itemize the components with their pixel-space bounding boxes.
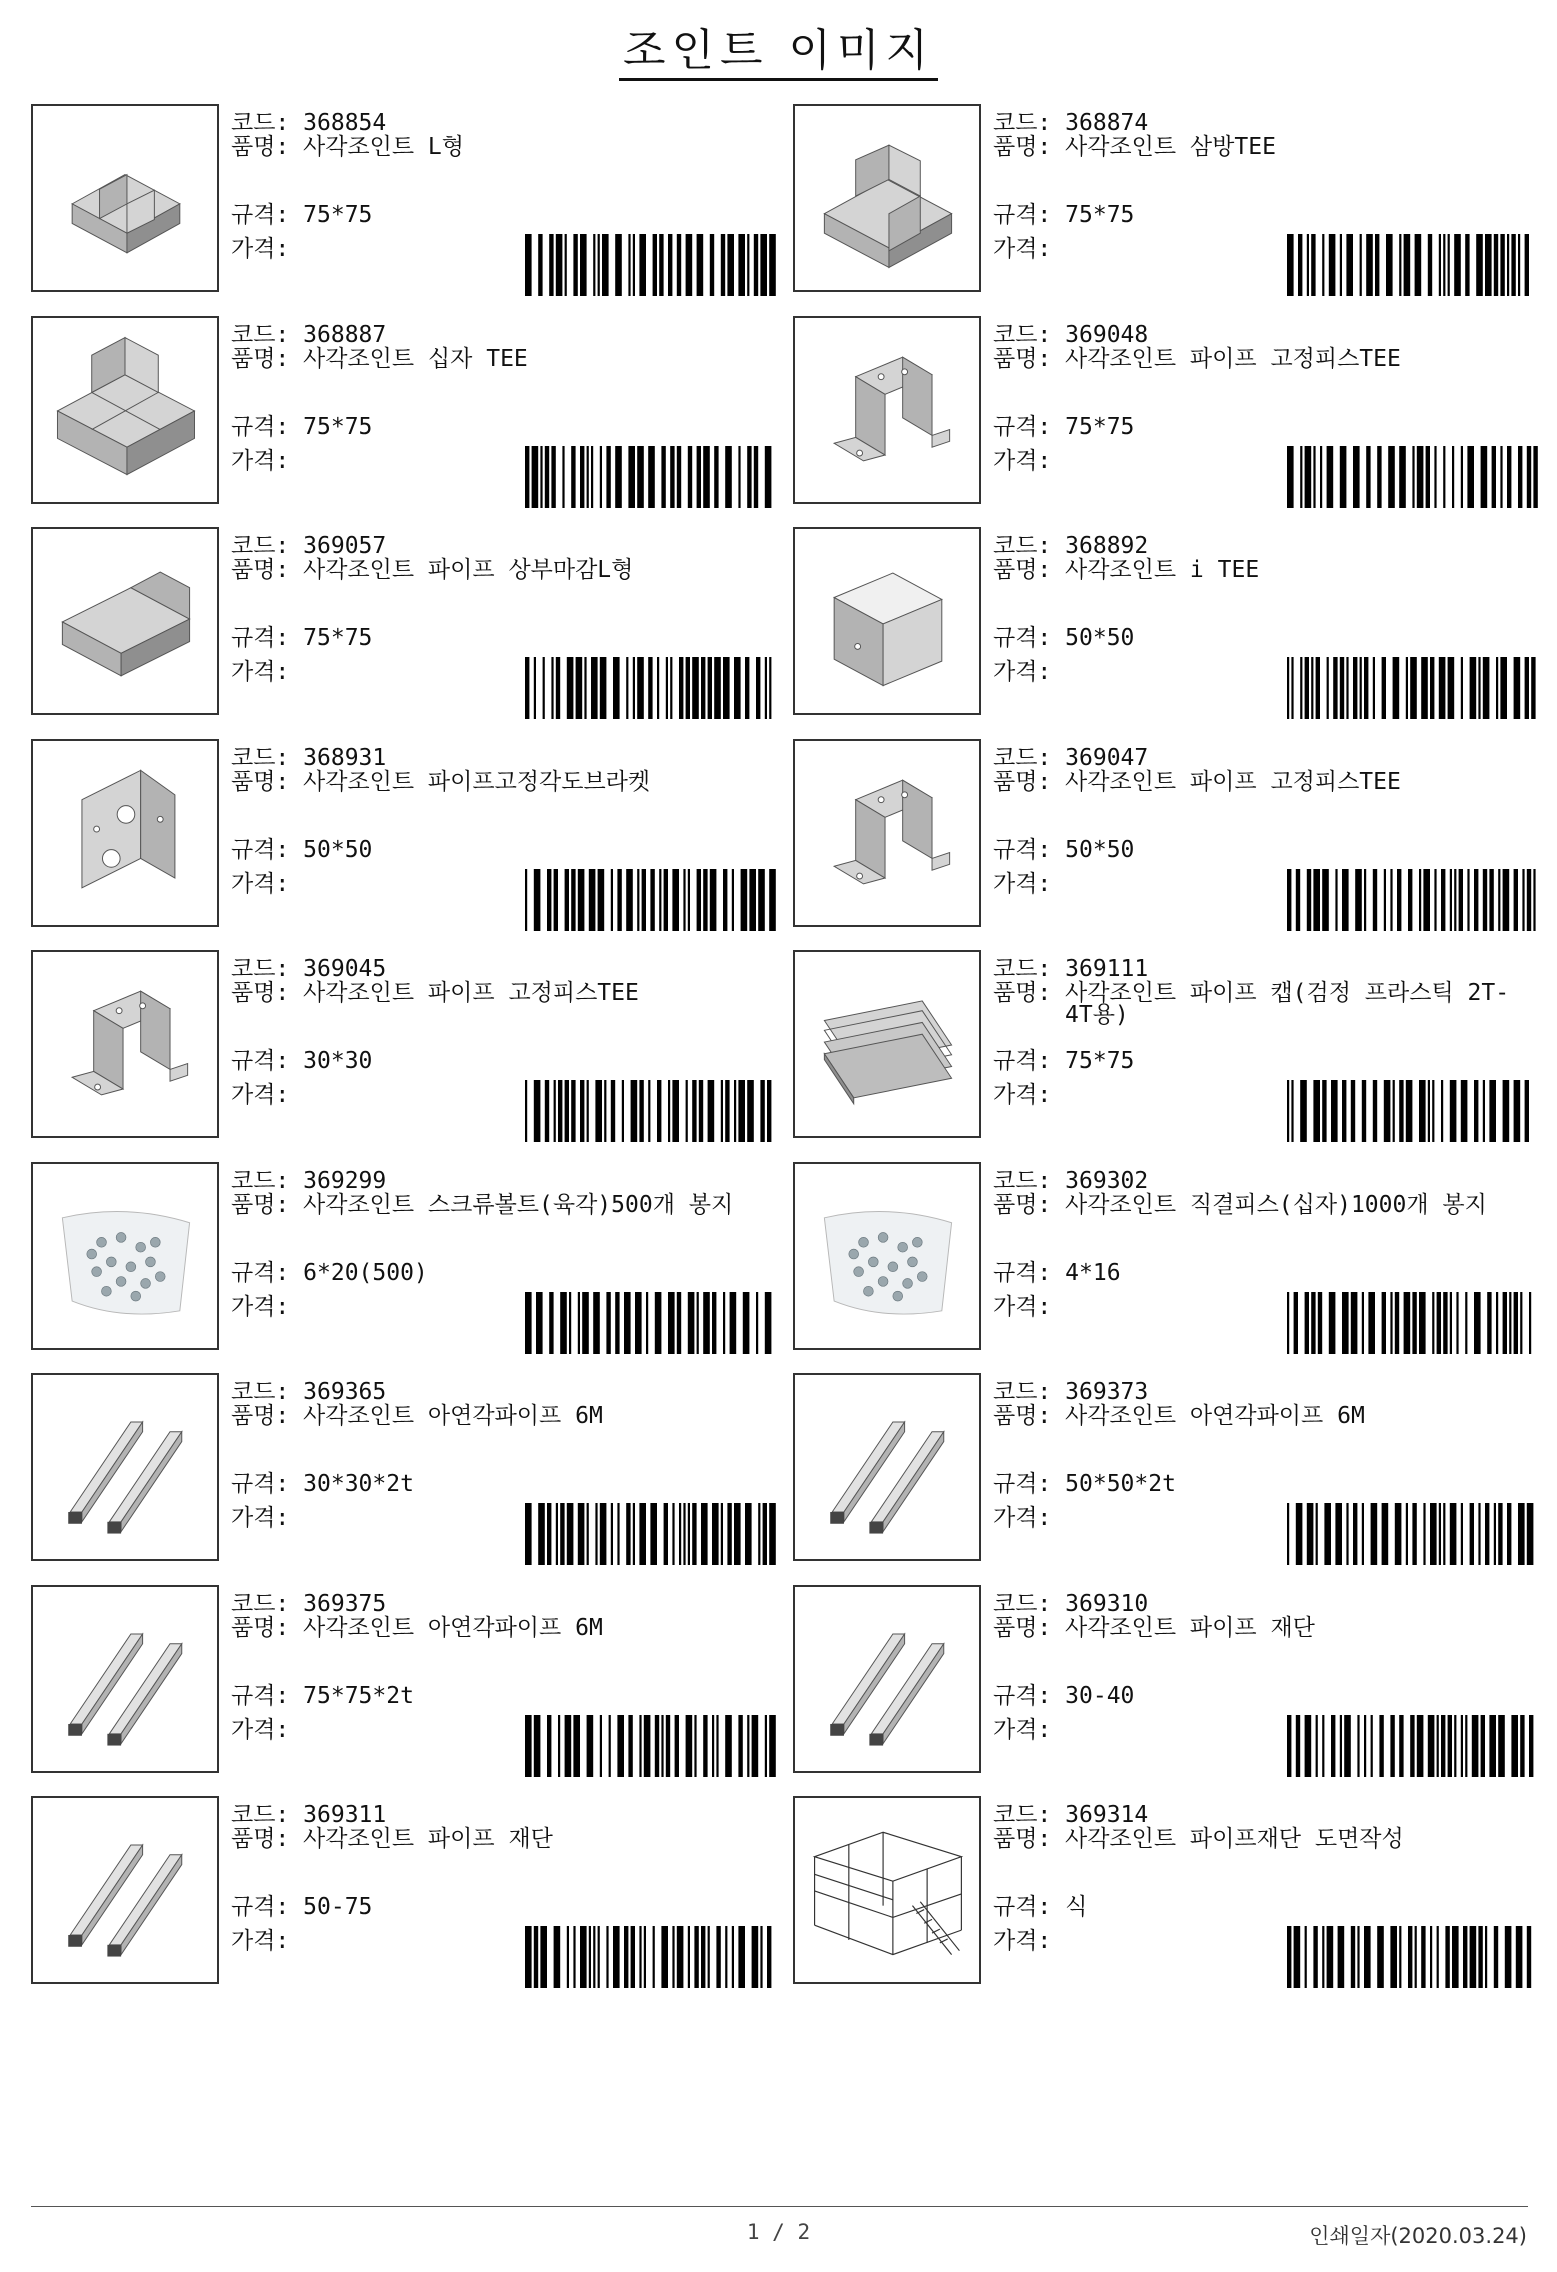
product-code: 369302 bbox=[1065, 1167, 1149, 1194]
product-spec-line bbox=[993, 623, 1134, 653]
product-name: 사각조인트 파이프 고정피스TEE bbox=[303, 980, 639, 1006]
product-name-line bbox=[231, 768, 777, 795]
product-spec: 4*16 bbox=[1065, 1259, 1121, 1286]
name-label: 품명: bbox=[993, 1403, 1052, 1429]
code-label: 코드: bbox=[231, 321, 290, 348]
page-number: 1 / 2 bbox=[746, 2220, 811, 2244]
product-name: 사각조인트 삼방TEE bbox=[1065, 134, 1276, 160]
spec-label: 규격: bbox=[993, 1471, 1052, 1497]
joint-top-finish-l-icon bbox=[31, 527, 219, 715]
product-item bbox=[31, 1162, 777, 1354]
product-price-line bbox=[993, 869, 1051, 899]
product-name: 사각조인트 파이프 고정피스TEE bbox=[1065, 345, 1401, 372]
product-item bbox=[793, 1796, 1539, 1988]
product-code: 369299 bbox=[303, 1167, 387, 1194]
product-price-line bbox=[231, 446, 289, 476]
name-label: 품명: bbox=[231, 980, 290, 1006]
name-label: 품명: bbox=[231, 768, 290, 795]
product-spec: 30*30*2t bbox=[303, 1471, 414, 1497]
product-spec-line bbox=[993, 412, 1134, 442]
barcode-image bbox=[1287, 869, 1539, 931]
barcode-image bbox=[525, 446, 777, 508]
barcode-image bbox=[1287, 657, 1539, 719]
product-code: 369047 bbox=[1065, 744, 1149, 771]
price-label: 가격: bbox=[231, 1505, 290, 1531]
spec-label: 규격: bbox=[231, 1682, 290, 1709]
price-label: 가격: bbox=[993, 659, 1052, 685]
product-code: 369375 bbox=[303, 1590, 387, 1617]
name-label: 품명: bbox=[993, 1191, 1052, 1218]
product-name-line bbox=[993, 1614, 1539, 1641]
product-code-line bbox=[993, 1589, 1539, 1619]
product-name-line bbox=[231, 1191, 777, 1218]
name-label: 품명: bbox=[231, 1403, 290, 1429]
name-label: 품명: bbox=[231, 1826, 290, 1852]
square-pipe-icon bbox=[31, 1373, 219, 1561]
product-price-line bbox=[993, 1503, 1051, 1533]
barcode-image bbox=[525, 1503, 777, 1565]
product-item bbox=[31, 739, 777, 931]
fixing-bracket-icon bbox=[793, 316, 981, 504]
code-label: 코드: bbox=[231, 744, 290, 771]
product-item bbox=[793, 316, 1539, 508]
product-spec-line bbox=[993, 1258, 1121, 1288]
product-name: 사각조인트 아연각파이프 6M bbox=[1065, 1403, 1365, 1429]
product-name: 사각조인트 파이프 상부마감L형 bbox=[303, 557, 634, 583]
price-label: 가격: bbox=[231, 1293, 290, 1320]
product-name-line bbox=[993, 1405, 1539, 1427]
product-spec-line bbox=[231, 412, 372, 442]
product-code: 369048 bbox=[1065, 321, 1149, 348]
barcode-image bbox=[525, 657, 777, 719]
product-code-line bbox=[231, 743, 777, 773]
product-spec: 75*75*2t bbox=[303, 1682, 414, 1709]
product-spec: 30-40 bbox=[1065, 1682, 1135, 1709]
product-spec-line bbox=[231, 1892, 372, 1922]
frame-drawing-icon bbox=[793, 1796, 981, 1984]
product-price-line bbox=[231, 657, 289, 687]
product-item bbox=[31, 527, 777, 719]
code-label: 코드: bbox=[993, 1590, 1052, 1617]
product-price-line bbox=[231, 1926, 289, 1956]
product-name: 사각조인트 파이프재단 도면작성 bbox=[1065, 1826, 1404, 1852]
spec-label: 규격: bbox=[993, 413, 1052, 440]
price-label: 가격: bbox=[231, 447, 290, 474]
product-code-line bbox=[231, 1589, 777, 1619]
product-spec-line bbox=[231, 1046, 372, 1076]
product-code: 368887 bbox=[303, 321, 387, 348]
price-label: 가격: bbox=[231, 236, 290, 262]
spec-label: 규격: bbox=[993, 202, 1052, 228]
price-label: 가격: bbox=[231, 1082, 290, 1108]
spec-label: 규격: bbox=[993, 1259, 1052, 1286]
price-label: 가격: bbox=[231, 1716, 290, 1743]
product-item bbox=[31, 950, 777, 1142]
product-price-line bbox=[993, 1715, 1051, 1745]
product-item bbox=[793, 527, 1539, 719]
footer-divider bbox=[31, 2206, 1528, 2207]
product-name: 사각조인트 스크류볼트(육각)500개 봉지 bbox=[303, 1191, 734, 1218]
product-item bbox=[793, 1373, 1539, 1565]
print-date: 인쇄일자(2020.03.24) bbox=[1309, 2224, 1527, 2248]
joint-l-shape-icon bbox=[31, 104, 219, 292]
name-label: 품명: bbox=[231, 1614, 290, 1641]
product-spec: 30*30 bbox=[303, 1048, 373, 1074]
name-label: 품명: bbox=[993, 768, 1052, 795]
product-item bbox=[793, 1585, 1539, 1777]
price-label: 가격: bbox=[993, 236, 1052, 262]
screw-bag-icon bbox=[31, 1162, 219, 1350]
spec-label: 규격: bbox=[231, 413, 290, 440]
code-label: 코드: bbox=[231, 1802, 290, 1828]
square-pipe-icon bbox=[793, 1585, 981, 1773]
product-spec-line bbox=[993, 200, 1134, 230]
name-label: 품명: bbox=[231, 1191, 290, 1218]
spec-label: 규격: bbox=[993, 1048, 1052, 1074]
product-spec-line bbox=[993, 1681, 1134, 1711]
product-spec-line bbox=[993, 1046, 1134, 1076]
product-code-line bbox=[993, 743, 1539, 773]
product-code: 369111 bbox=[1065, 956, 1149, 982]
product-name: 사각조인트 직결피스(십자)1000개 봉지 bbox=[1065, 1191, 1487, 1218]
barcode-image bbox=[525, 1292, 777, 1354]
product-price-line bbox=[993, 1926, 1051, 1956]
product-price-line bbox=[993, 1080, 1051, 1110]
barcode-image bbox=[1287, 1503, 1539, 1565]
code-label: 코드: bbox=[993, 110, 1052, 136]
product-code: 368892 bbox=[1065, 533, 1149, 559]
fixing-bracket-icon bbox=[793, 739, 981, 927]
price-label: 가격: bbox=[231, 659, 290, 685]
product-spec: 75*75 bbox=[1065, 413, 1135, 440]
product-code: 369057 bbox=[303, 533, 387, 559]
spec-label: 규격: bbox=[231, 202, 290, 228]
code-label: 코드: bbox=[231, 1379, 290, 1405]
product-spec: 75*75 bbox=[1065, 1048, 1135, 1074]
code-label: 코드: bbox=[231, 110, 290, 136]
product-code: 369373 bbox=[1065, 1379, 1149, 1405]
code-label: 코드: bbox=[231, 533, 290, 559]
product-price-line bbox=[231, 1503, 289, 1533]
product-item bbox=[31, 104, 777, 296]
price-label: 가격: bbox=[993, 1505, 1052, 1531]
product-item bbox=[31, 1796, 777, 1988]
price-label: 가격: bbox=[231, 870, 290, 897]
price-label: 가격: bbox=[993, 447, 1052, 474]
product-item bbox=[31, 1585, 777, 1777]
product-name-line bbox=[231, 559, 777, 581]
product-name: 사각조인트 아연각파이프 6M bbox=[303, 1614, 603, 1641]
price-label: 가격: bbox=[993, 1082, 1052, 1108]
product-spec-line bbox=[231, 623, 372, 653]
name-label: 품명: bbox=[231, 557, 290, 583]
fixing-bracket-icon bbox=[31, 950, 219, 1138]
product-name: 사각조인트 L형 bbox=[303, 134, 465, 160]
page-title: 조인트 이미지 bbox=[0, 14, 1557, 78]
joint-cross-tee-icon bbox=[31, 316, 219, 504]
product-name: 사각조인트 i TEE bbox=[1065, 557, 1260, 583]
spec-label: 규격: bbox=[993, 625, 1052, 651]
product-name: 사각조인트 십자 TEE bbox=[303, 345, 528, 372]
product-code: 369365 bbox=[303, 1379, 387, 1405]
name-label: 품명: bbox=[993, 980, 1052, 1006]
product-code: 368854 bbox=[303, 110, 387, 136]
product-name-line bbox=[993, 1191, 1539, 1218]
product-name-line bbox=[231, 136, 777, 158]
product-code: 369311 bbox=[303, 1802, 387, 1828]
product-code: 369314 bbox=[1065, 1802, 1149, 1828]
product-spec-line bbox=[993, 1892, 1087, 1922]
product-name-line bbox=[993, 559, 1539, 581]
barcode-image bbox=[1287, 1080, 1539, 1142]
product-item bbox=[793, 950, 1539, 1142]
product-price-line bbox=[231, 1715, 289, 1745]
product-item bbox=[793, 1162, 1539, 1354]
product-spec: 75*75 bbox=[303, 413, 373, 440]
spec-label: 규격: bbox=[993, 1682, 1052, 1709]
product-name-line bbox=[231, 982, 777, 1004]
barcode-image bbox=[1287, 1715, 1539, 1777]
name-label: 품명: bbox=[993, 345, 1052, 372]
barcode-image bbox=[525, 1715, 777, 1777]
product-name: 사각조인트 파이프 재단 bbox=[1065, 1614, 1315, 1641]
code-label: 코드: bbox=[993, 744, 1052, 771]
screw-bag-icon bbox=[793, 1162, 981, 1350]
code-label: 코드: bbox=[993, 1802, 1052, 1828]
product-code-line bbox=[993, 1166, 1539, 1196]
name-label: 품명: bbox=[993, 557, 1052, 583]
price-label: 가격: bbox=[993, 870, 1052, 897]
product-name: 사각조인트 파이프고정각도브라켓 bbox=[303, 768, 651, 795]
joint-three-way-tee-icon bbox=[793, 104, 981, 292]
product-code: 368874 bbox=[1065, 110, 1149, 136]
name-label: 품명: bbox=[231, 134, 290, 160]
code-label: 코드: bbox=[993, 321, 1052, 348]
joint-i-tee-icon bbox=[793, 527, 981, 715]
product-name-line bbox=[231, 1828, 777, 1850]
product-spec: 75*75 bbox=[303, 625, 373, 651]
spec-label: 규격: bbox=[993, 1894, 1052, 1920]
name-label: 품명: bbox=[993, 134, 1052, 160]
product-price-line bbox=[231, 1292, 289, 1322]
product-spec: 50*50 bbox=[1065, 836, 1135, 863]
code-label: 코드: bbox=[231, 1167, 290, 1194]
product-name-line bbox=[231, 1405, 777, 1427]
product-name: 사각조인트 파이프 고정피스TEE bbox=[1065, 768, 1401, 795]
product-price-line bbox=[993, 234, 1051, 264]
product-name-line bbox=[993, 768, 1539, 795]
product-spec: 50-75 bbox=[303, 1894, 373, 1920]
product-name: 사각조인트 파이프 재단 bbox=[303, 1826, 553, 1852]
code-label: 코드: bbox=[993, 1379, 1052, 1405]
spec-label: 규격: bbox=[231, 836, 290, 863]
product-name: 사각조인트 아연각파이프 6M bbox=[303, 1403, 603, 1429]
spec-label: 규격: bbox=[993, 836, 1052, 863]
price-label: 가격: bbox=[993, 1928, 1052, 1954]
spec-label: 규격: bbox=[231, 625, 290, 651]
product-price-line bbox=[993, 446, 1051, 476]
product-price-line bbox=[993, 657, 1051, 687]
product-name-line bbox=[993, 1828, 1539, 1850]
barcode-image bbox=[525, 869, 777, 931]
code-label: 코드: bbox=[231, 1590, 290, 1617]
product-name-line bbox=[993, 136, 1539, 158]
product-code-line bbox=[993, 320, 1539, 350]
barcode-image bbox=[1287, 1292, 1539, 1354]
product-name: 사각조인트 파이프 캡(검정 프라스틱 2T-4T용) bbox=[1065, 980, 1510, 1028]
price-label: 가격: bbox=[993, 1293, 1052, 1320]
barcode-image bbox=[525, 1080, 777, 1142]
angle-bracket-icon bbox=[31, 739, 219, 927]
product-spec-line bbox=[231, 1469, 414, 1499]
price-label: 가격: bbox=[231, 1928, 290, 1954]
spec-label: 규격: bbox=[231, 1471, 290, 1497]
product-price-line bbox=[231, 234, 289, 264]
product-item bbox=[793, 739, 1539, 931]
product-price-line bbox=[993, 1292, 1051, 1322]
product-item bbox=[793, 104, 1539, 296]
product-spec: 식 bbox=[1065, 1894, 1088, 1920]
barcode-image bbox=[1287, 1926, 1539, 1988]
name-label: 품명: bbox=[231, 345, 290, 372]
name-label: 품명: bbox=[993, 1614, 1052, 1641]
square-pipe-icon bbox=[793, 1373, 981, 1561]
barcode-image bbox=[525, 234, 777, 296]
barcode-image bbox=[1287, 446, 1539, 508]
code-label: 코드: bbox=[231, 956, 290, 982]
code-label: 코드: bbox=[993, 1167, 1052, 1194]
barcode-image bbox=[1287, 234, 1539, 296]
product-code: 368931 bbox=[303, 744, 387, 771]
product-spec: 50*50*2t bbox=[1065, 1471, 1176, 1497]
product-spec-line bbox=[231, 1681, 414, 1711]
product-name-line bbox=[231, 345, 777, 372]
code-label: 코드: bbox=[993, 956, 1052, 982]
product-spec: 6*20(500) bbox=[303, 1259, 428, 1286]
product-name-line bbox=[231, 1614, 777, 1641]
product-item bbox=[31, 316, 777, 508]
product-code: 369045 bbox=[303, 956, 387, 982]
name-label: 품명: bbox=[993, 1826, 1052, 1852]
product-price-line bbox=[231, 1080, 289, 1110]
product-code-line bbox=[231, 320, 777, 350]
pipe-cap-plates-icon bbox=[793, 950, 981, 1138]
product-name-line bbox=[993, 345, 1539, 372]
spec-label: 규격: bbox=[231, 1048, 290, 1074]
code-label: 코드: bbox=[993, 533, 1052, 559]
product-spec: 50*50 bbox=[1065, 625, 1135, 651]
product-spec-line bbox=[231, 1258, 428, 1288]
product-spec: 75*75 bbox=[1065, 202, 1135, 228]
product-price-line bbox=[231, 869, 289, 899]
product-spec-line bbox=[993, 1469, 1176, 1499]
product-spec-line bbox=[993, 835, 1134, 865]
spec-label: 규격: bbox=[231, 1894, 290, 1920]
product-spec-line bbox=[231, 835, 372, 865]
product-name-line bbox=[993, 982, 1539, 1026]
product-code: 369310 bbox=[1065, 1590, 1149, 1617]
product-item bbox=[31, 1373, 777, 1565]
square-pipe-icon bbox=[31, 1585, 219, 1773]
product-spec: 75*75 bbox=[303, 202, 373, 228]
product-spec: 50*50 bbox=[303, 836, 373, 863]
product-spec-line bbox=[231, 200, 372, 230]
barcode-image bbox=[525, 1926, 777, 1988]
square-pipe-icon bbox=[31, 1796, 219, 1984]
price-label: 가격: bbox=[993, 1716, 1052, 1743]
spec-label: 규격: bbox=[231, 1259, 290, 1286]
product-code-line bbox=[231, 1166, 777, 1196]
